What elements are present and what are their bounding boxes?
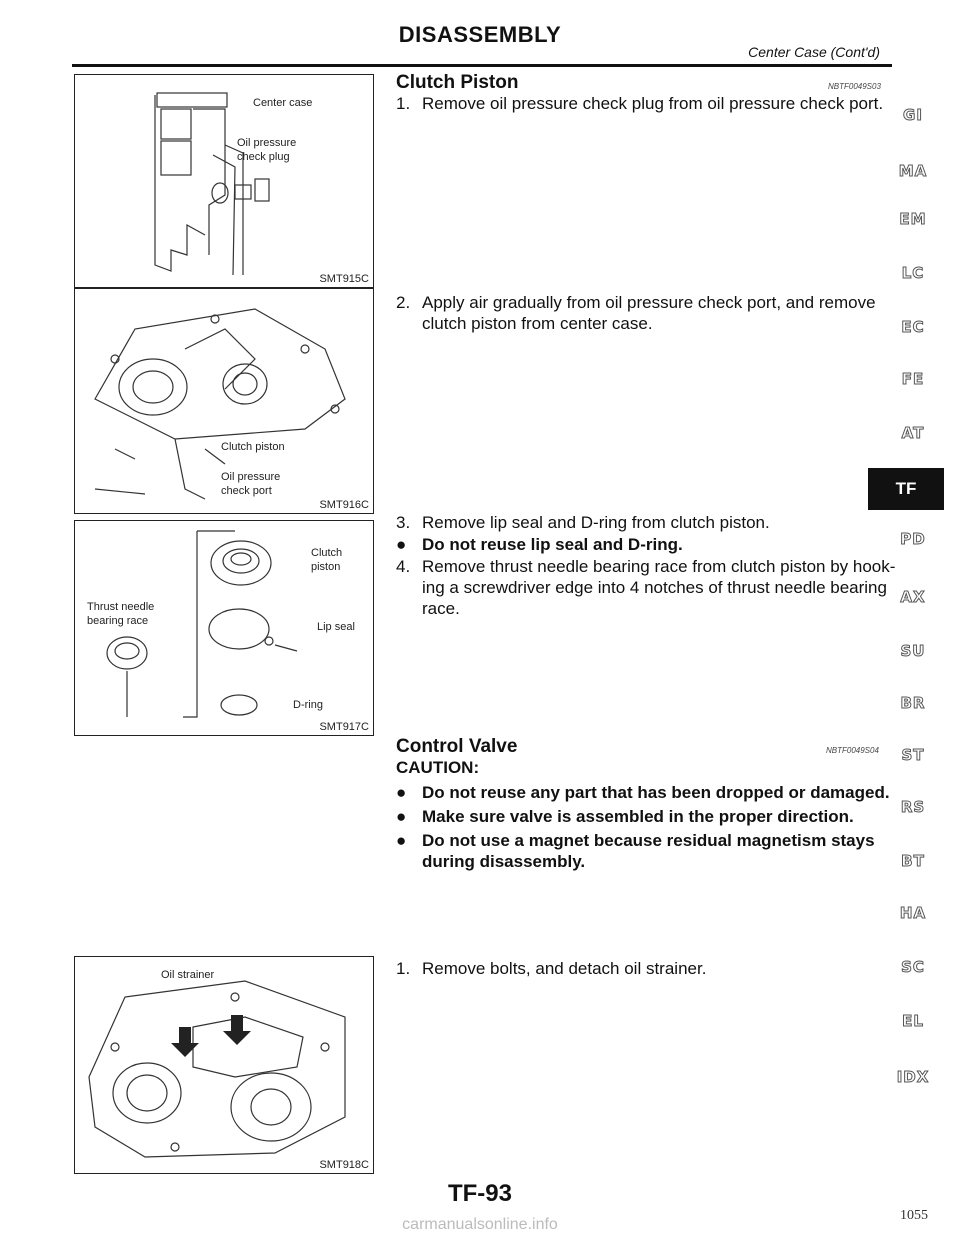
caution-label: CAUTION: bbox=[396, 758, 480, 777]
figure-clutch-piston-parts bbox=[74, 520, 374, 736]
section-code: NBTF0049S04 bbox=[826, 746, 879, 755]
section-index-ha[interactable]: HA bbox=[899, 904, 927, 922]
section-title-control-valve: Control Valve bbox=[396, 736, 518, 757]
bullet-dot: ● bbox=[396, 807, 407, 826]
section-index-st[interactable]: ST bbox=[901, 746, 925, 764]
page-subtitle: Center Case (Cont'd) bbox=[748, 44, 880, 60]
bullet-text: Do not use a magnet because residual magnetism stays bbox=[422, 831, 875, 850]
section-index-fe[interactable]: FE bbox=[901, 370, 925, 388]
label-bearing-race: bearing race bbox=[87, 615, 149, 627]
label-clutch: Clutch bbox=[311, 547, 343, 559]
section-index-pd[interactable]: PD bbox=[900, 530, 926, 548]
bullet-text: during disassembly. bbox=[422, 852, 586, 871]
label-piston: piston bbox=[311, 561, 341, 573]
bullet-dot: ● bbox=[396, 831, 407, 850]
bullet-text: Make sure valve is assembled in the proper direction. bbox=[422, 807, 854, 826]
caution-item bbox=[396, 830, 875, 872]
step-number: 1. bbox=[396, 94, 411, 113]
label-check-plug: check plug bbox=[237, 151, 290, 163]
section-index-su[interactable]: SU bbox=[900, 642, 926, 660]
step-text: clutch piston from center case. bbox=[422, 314, 653, 333]
label-center-case: Center case bbox=[253, 97, 313, 109]
figure-clutch-piston-removal bbox=[74, 288, 374, 514]
section-index-sc[interactable]: SC bbox=[901, 958, 925, 976]
page-code: TF-93 bbox=[447, 1180, 512, 1207]
section-title-clutch-piston: Clutch Piston bbox=[396, 72, 519, 93]
step-number: 4. bbox=[396, 557, 411, 576]
section-index-lc[interactable]: LC bbox=[901, 264, 925, 282]
center-case-illustration bbox=[75, 75, 373, 287]
figure-code: SMT916C bbox=[319, 499, 369, 511]
section-index-gi[interactable]: GI bbox=[903, 106, 923, 124]
section-index-bt[interactable]: BT bbox=[901, 852, 925, 870]
step-text: Remove lip seal and D-ring from clutch piston. bbox=[422, 513, 770, 532]
step-text: Remove oil pressure check plug from oil pressure check port. bbox=[422, 94, 884, 113]
section-index-ec[interactable]: EC bbox=[901, 318, 925, 336]
section-index-el[interactable]: EL bbox=[902, 1012, 924, 1030]
bullet-dot: ● bbox=[396, 783, 407, 802]
bullet-dot: ● bbox=[396, 535, 407, 554]
step-text: Remove bolts, and detach oil strainer. bbox=[422, 959, 707, 978]
step-text: race. bbox=[422, 599, 460, 618]
bullet-text: Do not reuse any part that has been dropped or damaged. bbox=[422, 783, 890, 802]
section-index-ma[interactable]: MA bbox=[898, 162, 928, 180]
step-4 bbox=[396, 556, 895, 619]
figure-code: SMT918C bbox=[319, 1159, 369, 1171]
section-index-at[interactable]: AT bbox=[901, 424, 925, 442]
label-oil-strainer: Oil strainer bbox=[161, 969, 215, 981]
step-3 bbox=[396, 512, 770, 533]
caution-item bbox=[396, 782, 890, 803]
step-2 bbox=[396, 292, 876, 334]
section-index-idx[interactable]: IDX bbox=[896, 1068, 930, 1086]
label-clutch-piston: Clutch piston bbox=[221, 441, 285, 453]
step-text: Apply air gradually from oil pressure check port, and remove bbox=[422, 293, 876, 312]
bullet-note bbox=[396, 534, 683, 555]
step-number: 2. bbox=[396, 293, 411, 312]
step-text: ing a screwdriver edge into 4 notches of thrust needle bearing bbox=[422, 578, 887, 597]
section-index-active-tf[interactable]: TF bbox=[868, 468, 944, 510]
section-index-br[interactable]: BR bbox=[900, 694, 926, 712]
step-number: 1. bbox=[396, 959, 411, 978]
label-lip-seal: Lip seal bbox=[317, 621, 355, 633]
label-oil-pressure: Oil pressure bbox=[221, 471, 281, 483]
step-text: Remove thrust needle bearing race from clutch piston by hook- bbox=[422, 557, 896, 576]
header-rule bbox=[72, 64, 892, 67]
page-title: DISASSEMBLY bbox=[398, 22, 562, 47]
step-1 bbox=[396, 958, 706, 979]
step-number: 3. bbox=[396, 513, 411, 532]
page-number: 1055 bbox=[900, 1208, 928, 1223]
figure-center-case bbox=[74, 74, 374, 288]
label-thrust-needle: Thrust needle bbox=[87, 601, 155, 613]
figure-code: SMT915C bbox=[319, 273, 369, 285]
label-oil-pressure: Oil pressure bbox=[237, 137, 297, 149]
watermark: carmanualsonline.info bbox=[402, 1216, 558, 1233]
caution-item bbox=[396, 806, 854, 827]
bullet-text: Do not reuse lip seal and D-ring. bbox=[422, 535, 683, 554]
step-1 bbox=[396, 93, 883, 114]
oil-strainer-illustration bbox=[75, 957, 373, 1173]
section-index-em[interactable]: EM bbox=[899, 210, 927, 228]
section-index-ax[interactable]: AX bbox=[900, 588, 926, 606]
section-index-rs[interactable]: RS bbox=[900, 798, 926, 816]
section-code: NBTF0049S03 bbox=[828, 82, 881, 91]
figure-oil-strainer bbox=[74, 956, 374, 1174]
label-check-port: check port bbox=[221, 485, 272, 497]
figure-code: SMT917C bbox=[319, 721, 369, 733]
label-d-ring: D-ring bbox=[293, 699, 323, 711]
